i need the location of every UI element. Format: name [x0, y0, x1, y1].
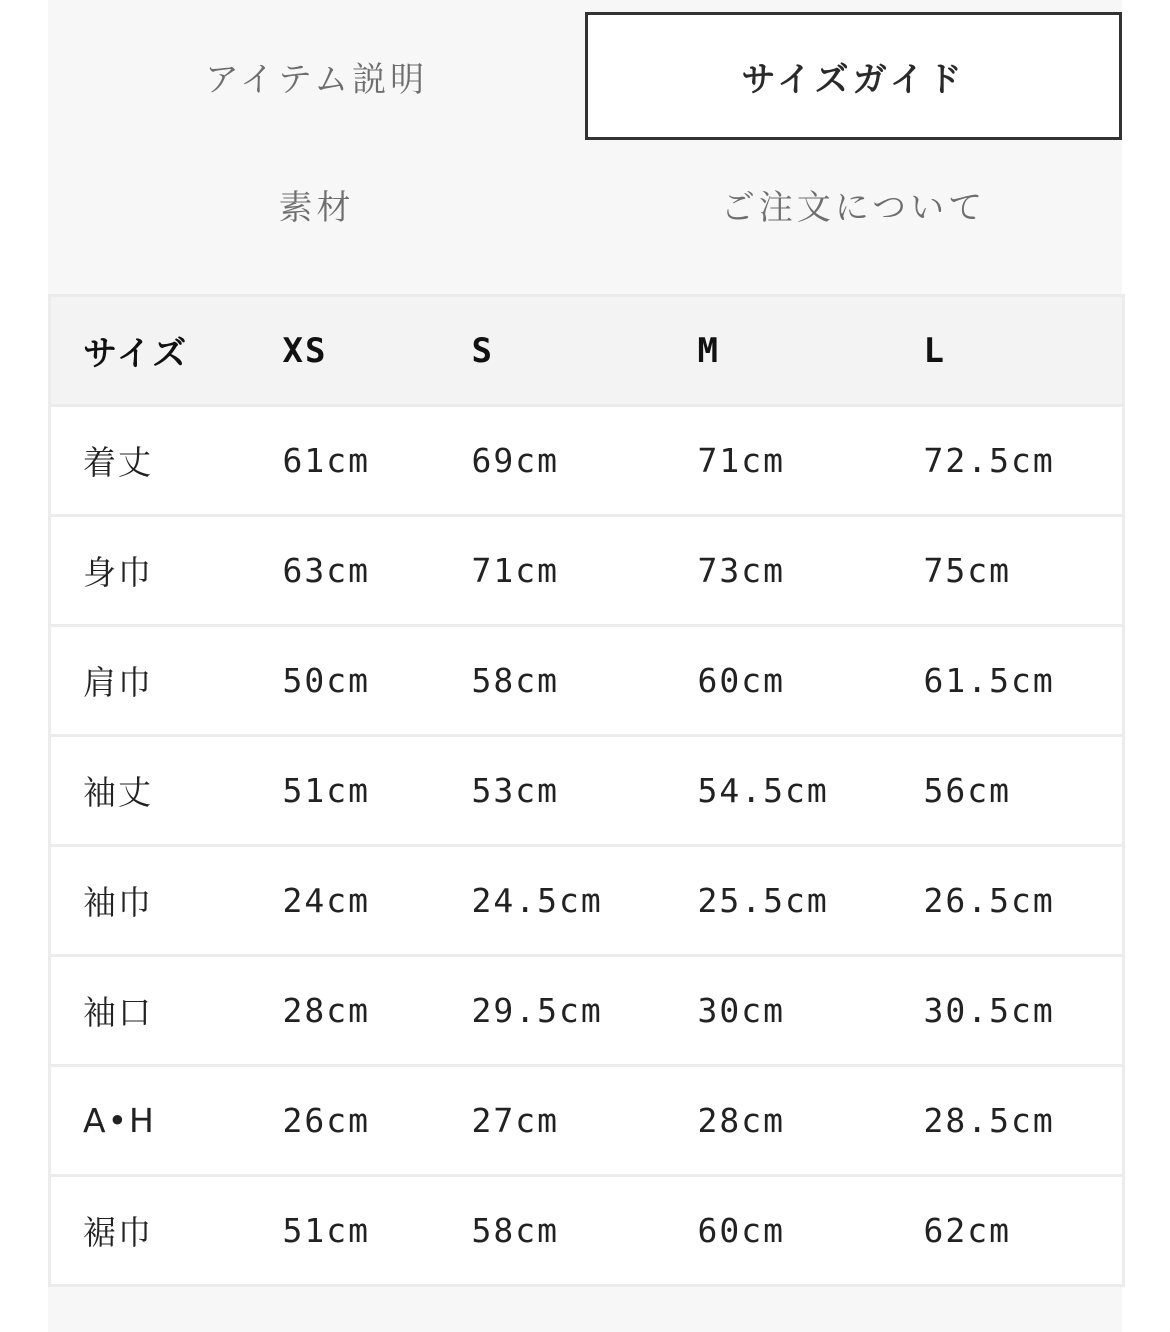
- cell-s: 58cm: [472, 626, 698, 736]
- cell-s: 58cm: [472, 1176, 698, 1286]
- cell-m: 25.5cm: [698, 846, 924, 956]
- cell-xs: 51cm: [283, 736, 472, 846]
- header-size-l: L: [924, 296, 1124, 406]
- table-row: [50, 406, 1124, 516]
- table-row: [50, 956, 1124, 1066]
- cell-m: 28cm: [698, 1066, 924, 1176]
- cell-s: 27cm: [472, 1066, 698, 1176]
- cell-l: 26.5cm: [924, 846, 1124, 956]
- cell-xs: 24cm: [283, 846, 472, 956]
- cell-l: 30.5cm: [924, 956, 1124, 1066]
- row-label: 肩巾: [50, 626, 283, 736]
- table-row: [50, 516, 1124, 626]
- table-row: [50, 736, 1124, 846]
- table-row: [50, 846, 1124, 956]
- cell-m: 54.5cm: [698, 736, 924, 846]
- table-header-row: [50, 296, 1124, 406]
- cell-l: 75cm: [924, 516, 1124, 626]
- cell-xs: 63cm: [283, 516, 472, 626]
- cell-xs: 28cm: [283, 956, 472, 1066]
- cell-l: 28.5cm: [924, 1066, 1124, 1176]
- cell-m: 71cm: [698, 406, 924, 516]
- row-label: 身巾: [50, 516, 283, 626]
- cell-s: 69cm: [472, 406, 698, 516]
- cell-m: 73cm: [698, 516, 924, 626]
- header-size-xs: XS: [283, 296, 472, 406]
- tab-ordering-info[interactable]: ご注文について: [720, 187, 987, 228]
- table-row: [50, 626, 1124, 736]
- tab-material[interactable]: 素材: [278, 187, 355, 228]
- row-label: 袖口: [50, 956, 283, 1066]
- row-label: A•H: [50, 1066, 283, 1176]
- cell-xs: 26cm: [283, 1066, 472, 1176]
- cell-m: 30cm: [698, 956, 924, 1066]
- cell-l: 72.5cm: [924, 406, 1124, 516]
- tab-item-description[interactable]: アイテム説明: [204, 59, 429, 100]
- tab-size-guide[interactable]: サイズガイド: [585, 12, 1122, 140]
- row-label: 裾巾: [50, 1176, 283, 1286]
- cell-m: 60cm: [698, 626, 924, 736]
- table-row: [50, 1176, 1124, 1286]
- cell-l: 62cm: [924, 1176, 1124, 1286]
- cell-s: 29.5cm: [472, 956, 698, 1066]
- cell-s: 24.5cm: [472, 846, 698, 956]
- cell-m: 60cm: [698, 1176, 924, 1286]
- cell-l: 56cm: [924, 736, 1124, 846]
- row-label: 着丈: [50, 406, 283, 516]
- cell-l: 61.5cm: [924, 626, 1124, 736]
- table-row: [50, 1066, 1124, 1176]
- product-info-tabs: [48, 12, 1122, 268]
- header-size-label: サイズ: [50, 296, 283, 406]
- cell-xs: 50cm: [283, 626, 472, 736]
- row-label: 袖丈: [50, 736, 283, 846]
- cell-s: 71cm: [472, 516, 698, 626]
- header-size-s: S: [472, 296, 698, 406]
- row-label: 袖巾: [50, 846, 283, 956]
- cell-xs: 61cm: [283, 406, 472, 516]
- size-guide-table: [48, 294, 1125, 1287]
- cell-s: 53cm: [472, 736, 698, 846]
- cell-xs: 51cm: [283, 1176, 472, 1286]
- header-size-m: M: [698, 296, 924, 406]
